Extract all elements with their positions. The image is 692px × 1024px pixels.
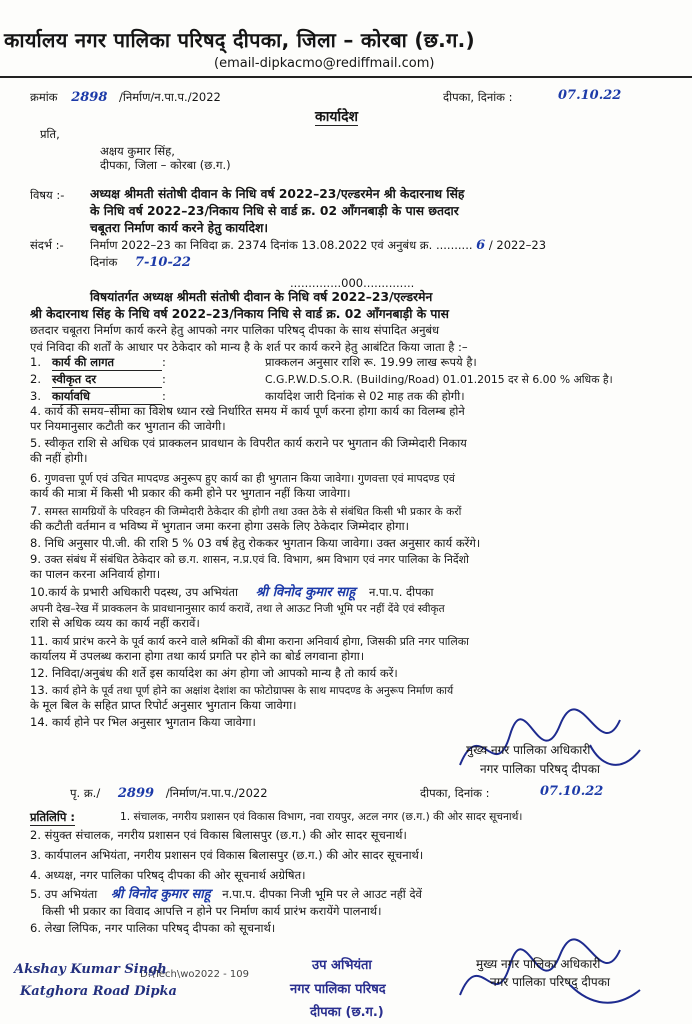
condition-number: 14. xyxy=(30,715,49,729)
file-path: D:\Tech\wo2022 - 109 xyxy=(140,969,250,980)
term-value: C.G.P.W.D.S.O.R. (Building/Road) 01.01.2015 दर से 6.00 % अधिक है। xyxy=(265,373,613,386)
condition-number: 11. xyxy=(30,634,49,648)
condition-10-cont2 xyxy=(30,616,200,631)
seal-line-2: नगर पालिका परिषद xyxy=(290,982,386,997)
copy-item: 1. संचालक, नगरीय प्रशासन एवं विकास विभाग, नवा रायपुर, अटल नगर (छ.ग.) की ओर सादर सूचनार्थ। xyxy=(120,811,523,823)
condition-number: 8. xyxy=(30,536,41,550)
condition-text: निविदा/अनुबंध की शर्ते इस कार्यादेश का अंग होगा जो आपको मान्य है तो कार्य करें। xyxy=(51,666,398,680)
subject-line: चबूतरा निर्माण कार्य करने हेतु कार्यादेश। xyxy=(90,221,268,235)
term-row xyxy=(30,389,465,405)
letterhead-title: कार्यालय नगर पालिका परिषद् दीपका, जिला – कोरबा (छ.ग.) xyxy=(4,28,475,52)
anubandh-number: 6 xyxy=(476,238,486,253)
condition-4 xyxy=(30,404,465,419)
condition-text: के मूल बिल के सहित प्राप्त रिपोर्ट अनुसार भुगतान किया जावेगा। xyxy=(30,698,297,712)
prati-label: प्रति, xyxy=(40,127,60,141)
condition-text: कार्य की मात्रा में किसी भी प्रकार की कमी होने पर भुगतान नहीं किया जावेगा। xyxy=(30,486,351,500)
condition-number: 5. xyxy=(30,436,41,450)
condition-5 xyxy=(30,436,467,451)
copy-item: 4. अध्यक्ष, नगर पालिका परिषद् दीपका की ओर सूचनार्थ अग्रेषित। xyxy=(30,868,306,882)
ref-date-label: दीपका, दिनांक : xyxy=(443,90,513,104)
doc-title: कार्यादेश xyxy=(315,109,359,125)
signature2-title: मुख्य नगर पालिका अधिकारी xyxy=(476,957,601,971)
signature2-org: नगर पालिका परिषद् दीपका xyxy=(490,975,611,989)
copy-item: 2. संयुक्त संचालक, नगरीय प्रशासन एवं विकास बिलासपुर (छ.ग.) की ओर सादर सूचनार्थ। xyxy=(30,828,407,842)
term-label: कार्यावधि xyxy=(52,389,162,405)
kramank-suffix: /निर्माण/न.पा.प./2022 xyxy=(119,90,221,104)
body-line: विषयांतर्गत अध्यक्ष श्रीमती संतोषी दीवान के निधि वर्ष 2022–23/एल्डरमेन xyxy=(90,290,433,304)
copy-text: न.पा.प. दीपका निजी भूमि पर ले आउट नहीं देवें xyxy=(222,887,422,901)
engineer-name-handwritten: श्री विनोद कुमार साहू xyxy=(255,585,356,600)
term-label: स्वीकृत दर xyxy=(52,372,162,388)
condition-text: निधि अनुसार पी.जी. की राशि 5 % 03 वर्ष हेतु रोककर भुगतान किया जावेगा। उक्त अनुसार कार्य करेंगे। xyxy=(44,536,481,550)
condition-text: कार्य की समय–सीमा का विशेष ध्यान रखे निर्धारित समय में कार्य पूर्ण करना होगा कार्य का विलम्ब होने xyxy=(44,404,465,418)
ref-date-value: 07.10.22 xyxy=(558,88,622,103)
condition-text: कार्य के प्रभारी अधिकारी पदस्थ, उप अभियंता xyxy=(48,585,238,599)
pr-suffix: /निर्माण/न.पा.प./2022 xyxy=(165,786,268,800)
term-colon: : xyxy=(162,372,166,386)
seal-line-1: उप अभियंता xyxy=(312,958,372,973)
ref2-date-label: दीपका, दिनांक : xyxy=(420,786,490,800)
condition-13 xyxy=(30,683,453,699)
copy-item: किसी भी प्रकार का विवाद आपत्ति न होने पर निर्माण कार्य प्रारंभ करायेंगे पालनार्थ। xyxy=(42,904,382,918)
condition-number: 12. xyxy=(30,666,49,680)
term-number: 1. xyxy=(30,355,41,369)
body-paragraph xyxy=(30,289,468,355)
term-label: कार्य की लागत xyxy=(52,355,162,371)
condition-text: कार्य होने पर भिल अनुसार भुगतान किया जावेगा। xyxy=(51,715,256,729)
pr-label: पृ. क्र./ xyxy=(70,786,101,800)
condition-text: अपनी देख–रेख में प्राक्कलन के प्रावधानानुसार कार्य करावें, तथा ले आऊट निजी भूमि पर नहीं देंवे एवं स्वीकृत xyxy=(30,603,445,615)
condition-text: राशि से अधिक व्यय का कार्य नहीं करावें। xyxy=(30,616,200,630)
condition-text: न.पा.प. दीपका xyxy=(368,585,434,599)
term-value: प्राक्कलन अनुसार राशि रू. 19.99 लाख रूपये है। xyxy=(265,355,477,369)
condition-11 xyxy=(30,634,469,649)
body-line: छतदार चबूतरा निर्माण कार्य करने हेतु आपको नगर पालिका परिषद् दीपका के साथ संपादित अनुबंध xyxy=(30,323,440,337)
condition-7 xyxy=(30,504,461,520)
ref2-line xyxy=(70,786,680,801)
reference-label: संदर्भ :- xyxy=(30,238,64,252)
term-colon: : xyxy=(162,355,166,369)
condition-text: पर नियमानुसार कटौती कर भुगतान की जावेगी। xyxy=(30,419,226,433)
reference-text: निर्माण 2022–23 का निविदा क्र. 2374 दिनांक 13.08.2022 एवं अनुबंध क्र. .......... xyxy=(90,238,473,252)
copy-text: 5. उप अभियंता xyxy=(30,887,98,901)
condition-13-cont xyxy=(30,698,297,713)
condition-6 xyxy=(30,471,455,486)
kramank-label: क्रमांक xyxy=(30,90,58,104)
condition-12 xyxy=(30,666,398,681)
condition-text: की नहीं होगी। xyxy=(30,451,88,465)
term-value: कार्यादेश जारी दिनांक से 02 माह तक की होगी। xyxy=(265,389,465,403)
condition-number: 10. xyxy=(30,585,49,599)
condition-text: उक्त संबंध में संबंधित ठेकेदार को छ.ग. शासन, न.प्र.एवं वि. विभाग, श्रम विभाग एवं नगर पालिका के निर्देशो xyxy=(44,553,469,566)
condition-text: कार्यालय में उपलब्ध कराना होगा तथा कार्य प्रगति पर होने का बोर्ड लगवाना होगा। xyxy=(30,649,365,663)
condition-5-cont xyxy=(30,451,88,466)
term-number: 3. xyxy=(30,389,41,403)
reference-text-end: / 2022–23 xyxy=(488,238,547,252)
condition-6-cont xyxy=(30,486,351,501)
condition-text: स्वीकृत राशि से अधिक एवं प्राक्कलन प्रावधान के विपरीत कार्य कराने पर भुगतान की जिम्मेदारी निकाय xyxy=(44,436,467,450)
recipient-name: अक्षय कुमार सिंह, xyxy=(100,144,175,158)
condition-text: कार्य होने के पूर्व तथा पूर्ण होने का अक्षांश देशांश का फोटोग्राफ्स के साथ मापदण्ड के अनुरूप निर्माण कार्य xyxy=(51,685,454,697)
reference-line xyxy=(90,238,546,253)
header-rule xyxy=(0,76,692,78)
condition-text: कार्य प्रारंभ करने के पूर्व कार्य करने वाले श्रमिकों की बीमा कराना अनिवार्य होगा, जिसकी प्रति नगर पालिका xyxy=(51,635,469,648)
condition-text: का पालन करना अनिवार्य होगा। xyxy=(30,567,161,581)
stamp-address: Katghora Road Dipka xyxy=(20,984,177,999)
condition-9 xyxy=(30,552,469,567)
condition-number: 7. xyxy=(30,504,41,518)
condition-text: की कटौती वर्तमान व भविष्य में भुगतान जमा करना होगा उसके लिए ठेकेदार जिम्मेदार होगा। xyxy=(30,519,409,533)
subject-label: विषय :- xyxy=(30,188,65,202)
term-colon: : xyxy=(162,389,166,403)
condition-11-cont xyxy=(30,649,364,664)
subject-line: के निधि वर्ष 2022–23/निकाय निधि से वार्ड क्र. 02 आँगनबाड़ी के पास छतदार xyxy=(90,204,459,218)
term-row xyxy=(30,372,613,388)
engineer-name-handwritten: श्री विनोद कुमार साहू xyxy=(110,887,211,902)
divider-text: ..............000.............. xyxy=(290,276,415,290)
condition-14 xyxy=(30,715,256,730)
copy-item: 6. लेखा लिपिक, नगर पालिका परिषद् दीपका को सूचनार्थ। xyxy=(30,921,276,935)
reference-date-line xyxy=(90,255,191,270)
condition-10 xyxy=(30,585,433,600)
condition-7-cont xyxy=(30,519,409,534)
condition-number: 13. xyxy=(30,683,49,697)
stamp-name: Akshay Kumar Singh xyxy=(14,962,167,977)
recipient-address: दीपका, जिला – कोरबा (छ.ग.) xyxy=(100,158,231,172)
copy-item xyxy=(30,887,422,902)
ref2-date-value: 07.10.22 xyxy=(540,784,604,799)
condition-text: गुणवत्ता पूर्ण एवं उचित मापदण्ड अनुरूप हुए कार्य का ही भुगतान किया जावेगा। गुणवत्ता एवं मापदण्ड एवं xyxy=(44,472,455,485)
condition-8 xyxy=(30,536,480,551)
reference-date-value: 7-10-22 xyxy=(134,255,191,270)
seal-line-3: दीपका (छ.ग.) xyxy=(310,1005,384,1020)
body-line: एवं निविदा की शर्तों के आधार पर ठेकेदार को मान्य है के शर्त पर कार्य करने हेतु आबंटित किया जाता है :– xyxy=(30,339,468,354)
condition-number: 4. xyxy=(30,404,41,418)
reference-date-label: दिनांक xyxy=(90,255,118,269)
body-line: श्री केदारनाथ सिंह के निधि वर्ष 2022–23/निकाय निधि से वार्ड क्र. 02 आँगनबाड़ी के पास xyxy=(30,306,449,321)
pr-value: 2899 xyxy=(117,786,155,801)
kramank-value: 2898 xyxy=(71,90,108,105)
subject-line: अध्यक्ष श्रीमती संतोषी दीवान के निधि वर्ष 2022–23/एल्डरमेन श्री केदारनाथ सिंह xyxy=(90,187,465,201)
condition-number: 9. xyxy=(30,552,41,566)
condition-text: समस्त सामग्रियों के परिवहन की जिम्मेदारी ठेकेदार की होगी तथा उक्त ठेके से संबंधित किसी भी प्रकार के करों xyxy=(44,506,462,518)
letterhead-email: (email-dipkacmo@rediffmail.com) xyxy=(214,56,435,71)
condition-9-cont xyxy=(30,567,160,582)
term-row xyxy=(30,355,477,371)
condition-10-cont xyxy=(30,601,445,617)
condition-number: 6. xyxy=(30,471,41,485)
signature1-title: मुख्य नगर पालिका अधिकारी xyxy=(466,743,591,757)
signature1-org: नगर पालिका परिषद् दीपका xyxy=(480,762,601,776)
term-number: 2. xyxy=(30,372,41,386)
copy-item: 3. कार्यपालन अभियंता, नगरीय प्रशासन एवं विकास बिलासपुर (छ.ग.) की ओर सादर सूचनार्थ। xyxy=(30,848,424,862)
condition-4-cont xyxy=(30,419,226,434)
ref-line xyxy=(30,90,680,105)
subject-block xyxy=(90,186,464,237)
copies-label: प्रतिलिपि : xyxy=(30,810,75,824)
